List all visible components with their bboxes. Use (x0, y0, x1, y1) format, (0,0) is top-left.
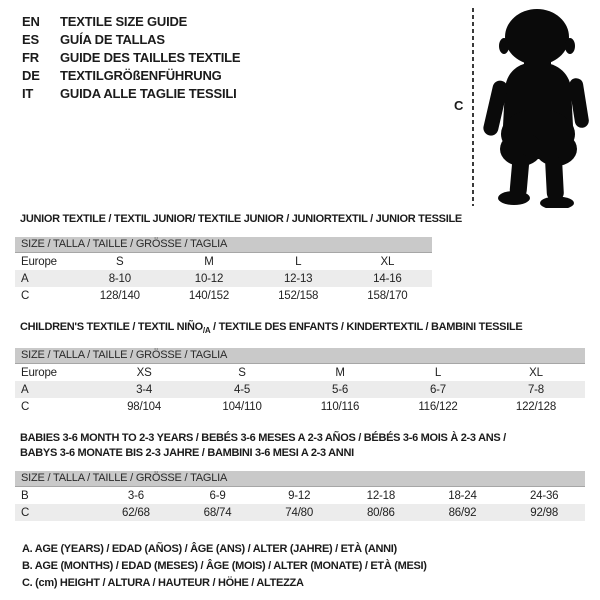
language-code: ES (22, 31, 39, 47)
size-cell: 116/122 (418, 400, 458, 413)
size-cell: 12-13 (283, 272, 313, 285)
size-cell: 9-12 (288, 489, 311, 502)
size-cell: S (116, 255, 124, 268)
language-row (22, 48, 240, 66)
size-cell: L (434, 366, 442, 379)
legend-line: C. (cm) HEIGHT / ALTURA / HAUTEUR / HÖHE / ALTEZZA (22, 577, 304, 590)
table-row (15, 381, 585, 398)
row-label: Europe (21, 255, 57, 268)
size-cell: 140/152 (188, 289, 230, 302)
title-text: BABYS 3-6 MONATE BIS 2-3 JAHRE / BAMBINI 3-6 MESI A 2-3 ANNI (20, 447, 354, 460)
language-row (22, 84, 240, 102)
legend-line: A. AGE (YEARS) / EDAD (AÑOS) / ÂGE (ANS) / ALTER (JAHRE) / ETÀ (ANNI) (22, 543, 397, 556)
row-label: C (21, 400, 30, 413)
language-name: TEXTILE SIZE GUIDE (60, 13, 188, 29)
section-title-line (20, 212, 585, 227)
size-grid (15, 487, 585, 521)
size-table (15, 471, 585, 521)
row-label: A (21, 383, 29, 396)
size-grid-body (15, 364, 585, 415)
size-cell: 24-36 (529, 489, 559, 502)
size-cell: 4-5 (234, 383, 251, 396)
language-code: FR (22, 49, 39, 65)
size-cell: XL (529, 366, 543, 379)
legend (15, 541, 585, 592)
size-cell: 62/68 (122, 506, 150, 519)
table-row (15, 398, 585, 415)
row-label: C (21, 289, 30, 302)
size-cell: 7-8 (527, 383, 544, 396)
language-name: TEXTILGRÖßENFÜHRUNG (60, 67, 222, 83)
size-cell: 6-7 (429, 383, 446, 396)
row-label: C (21, 506, 30, 519)
size-cell: 110/116 (320, 400, 360, 413)
section-title (15, 320, 585, 338)
size-section-0 (15, 212, 585, 304)
table-row (15, 364, 585, 381)
size-table (15, 348, 585, 415)
title-text: BABIES 3-6 MONTH TO 2-3 YEARS / BEBÉS 3-6 MESES A 2-3 AÑOS / BÉBÉS 3-6 MOIS À 2-3 ANS / (20, 432, 506, 445)
size-section-2 (15, 431, 585, 521)
height-c-label: C (454, 98, 464, 113)
size-cell: 104/110 (222, 400, 262, 413)
size-cell: 152/158 (278, 289, 319, 302)
size-cell: L (295, 255, 302, 268)
language-row (22, 12, 240, 30)
row-label: B (21, 489, 29, 502)
language-name: GUÍA DE TALLAS (60, 31, 165, 47)
size-cell: 3-4 (136, 383, 153, 396)
language-code: EN (22, 13, 40, 29)
size-cell: XL (380, 255, 395, 268)
size-cell: 6-9 (209, 489, 226, 502)
language-code: DE (22, 67, 40, 83)
table-row (15, 270, 432, 287)
section-title-line (20, 446, 585, 461)
size-grid (15, 364, 585, 415)
table-row (15, 487, 585, 504)
size-cell: 80/86 (366, 506, 395, 519)
height-dashed-line (472, 8, 474, 206)
size-cell: 18-24 (448, 489, 477, 502)
size-cell: 128/140 (99, 289, 140, 302)
height-figure (450, 4, 598, 208)
size-cell: 68/74 (203, 506, 232, 519)
language-row (22, 30, 240, 48)
size-section-1 (15, 320, 585, 415)
size-cell: M (204, 255, 214, 268)
size-header-bar: SIZE / TALLA / TAILLE / GRÖSSE / TAGLIA (15, 348, 585, 364)
language-name: GUIDE DES TAILLES TEXTILE (60, 49, 241, 65)
row-label: A (21, 272, 29, 285)
size-header-bar: SIZE / TALLA / TAILLE / GRÖSSE / TAGLIA (15, 237, 432, 253)
title-subscript: /A (202, 326, 211, 336)
baby-silhouette-image (480, 4, 598, 208)
language-code: IT (22, 85, 34, 101)
size-grid (15, 253, 432, 304)
size-cell: 3-6 (127, 489, 144, 502)
section-title-line (20, 431, 585, 446)
size-cell: 92/98 (530, 506, 559, 519)
size-cell: S (238, 366, 246, 379)
size-cell: 10-12 (194, 272, 224, 285)
size-cell: 12-18 (366, 489, 396, 502)
size-cell: 74/80 (285, 506, 314, 519)
table-row (15, 287, 432, 304)
size-cell: 86/92 (448, 506, 477, 519)
size-cell: 158/170 (367, 289, 408, 302)
table-row (15, 253, 432, 270)
size-cell: M (335, 366, 345, 379)
language-row (22, 66, 240, 84)
size-header-bar: SIZE / TALLA / TAILLE / GRÖSSE / TAGLIA (15, 471, 585, 487)
size-cell: XS (136, 366, 152, 379)
size-cell: 98/104 (127, 400, 162, 413)
table-row (15, 504, 585, 521)
title-text: CHILDREN'S TEXTILE / TEXTIL NIÑO (20, 321, 203, 333)
size-sections (15, 210, 585, 592)
row-label: Europe (21, 366, 57, 379)
header-block (0, 0, 600, 210)
size-grid-body (15, 487, 585, 521)
size-cell: 5-6 (332, 383, 349, 396)
title-text: JUNIOR TEXTILE / TEXTIL JUNIOR/ TEXTILE JUNIOR / JUNIORTEXTIL / JUNIOR TESSILE (20, 213, 462, 225)
size-cell: 122/128 (515, 400, 557, 413)
language-name: GUIDA ALLE TAGLIE TESSILI (60, 85, 237, 101)
size-table (15, 237, 432, 304)
size-cell: 8-10 (108, 272, 131, 285)
title-text: / TEXTILE DES ENFANTS / KINDERTEXTIL / BAMBINI TESSILE (210, 321, 523, 333)
section-title (15, 212, 585, 227)
language-list (22, 12, 240, 102)
section-title-line (20, 320, 585, 338)
size-grid-body (15, 253, 432, 304)
size-cell: 14-16 (373, 272, 402, 285)
legend-line: B. AGE (MONTHS) / EDAD (MESES) / ÂGE (MOIS) / ALTER (MONATE) / ETÀ (MESI) (22, 560, 427, 573)
section-title (15, 431, 585, 461)
